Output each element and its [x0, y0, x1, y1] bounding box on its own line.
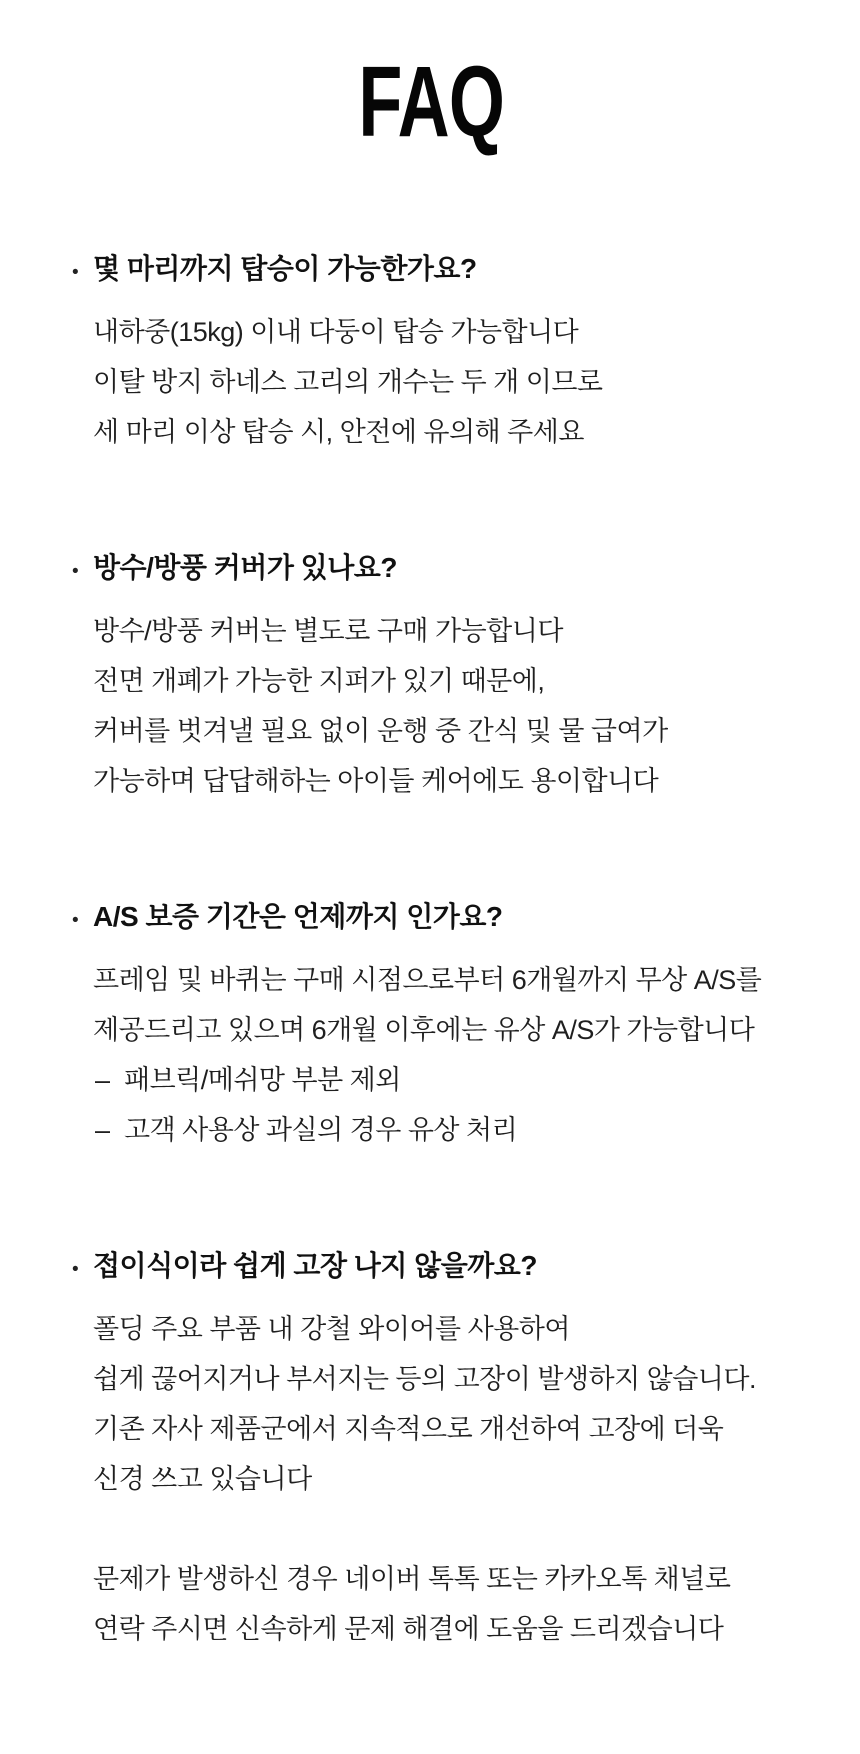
answer-paragraph-contact — [93, 1554, 790, 1654]
faq-list — [72, 251, 790, 1654]
answer-line: 쉽게 끊어지거나 부서지는 등의 고장이 발생하지 않습니다. — [93, 1364, 756, 1394]
faq-answer — [72, 606, 790, 806]
faq-question — [72, 550, 790, 590]
faq-answer — [72, 1304, 790, 1654]
faq-answer — [72, 955, 790, 1155]
faq-question-text: 접이식이라 쉽게 고장 나지 않을까요? — [93, 1250, 537, 1281]
bullet-icon: • — [72, 262, 79, 283]
answer-line: 가능하며 답답해하는 아이들 케어에도 용이합니다 — [93, 766, 659, 796]
answer-line: 이탈 방지 하네스 고리의 개수는 두 개 이므로 — [93, 367, 603, 397]
page-title — [72, 46, 790, 158]
answer-line: 전면 개폐가 가능한 지퍼가 있기 때문에, — [93, 666, 545, 696]
faq-question-text: A/S 보증 기간은 언제까지 인가요? — [93, 901, 503, 932]
answer-sub-item-text: 고객 사용상 과실의 경우 유상 처리 — [124, 1115, 518, 1145]
answer-line: 폴딩 주요 부품 내 강철 와이어를 사용하여 — [93, 1314, 570, 1344]
faq-question-text: 몇 마리까지 탑승이 가능한가요? — [93, 253, 477, 284]
answer-line: 내하중(15kg) 이내 다둥이 탑승 가능합니다 — [93, 317, 579, 347]
answer-line: 신경 쓰고 있습니다 — [93, 1464, 312, 1494]
bullet-icon: • — [72, 561, 79, 582]
answer-sub-item-text: 패브릭/메쉬망 부분 제외 — [124, 1065, 401, 1095]
answer-line: 방수/방풍 커버는 별도로 구매 가능합니다 — [93, 616, 563, 646]
answer-line: 기존 자사 제품군에서 지속적으로 개선하여 고장에 더욱 — [93, 1414, 724, 1444]
faq-question — [72, 251, 790, 291]
faq-question — [72, 899, 790, 939]
faq-question-text: 방수/방풍 커버가 있나요? — [93, 552, 397, 583]
answer-line: 세 마리 이상 탑승 시, 안전에 유의해 주세요 — [93, 417, 584, 447]
answer-line: 프레임 및 바퀴는 구매 시점으로부터 6개월까지 무상 A/S를 — [93, 965, 762, 995]
faq-item-warranty — [72, 899, 790, 1155]
bullet-icon: • — [72, 1259, 79, 1280]
answer-line: 문제가 발생하신 경우 네이버 톡톡 또는 카카오톡 채널로 — [93, 1564, 731, 1594]
page-title-text: FAQ — [358, 46, 504, 158]
faq-question — [72, 1248, 790, 1288]
bullet-icon: • — [72, 910, 79, 931]
answer-line: 커버를 벗겨낼 필요 없이 운행 중 간식 및 물 급여가 — [93, 716, 668, 746]
dash-icon: – — [95, 1115, 110, 1145]
faq-item-cover — [72, 550, 790, 806]
faq-answer — [72, 307, 790, 457]
answer-sub-item — [93, 1105, 790, 1155]
faq-item-folding-durability — [72, 1248, 790, 1654]
answer-sub-item — [93, 1055, 790, 1105]
answer-line: 제공드리고 있으며 6개월 이후에는 유상 A/S가 가능합니다 — [93, 1015, 755, 1045]
faq-item-capacity — [72, 251, 790, 457]
dash-icon: – — [95, 1065, 110, 1095]
answer-line: 연락 주시면 신속하게 문제 해결에 도움을 드리겠습니다 — [93, 1614, 724, 1644]
